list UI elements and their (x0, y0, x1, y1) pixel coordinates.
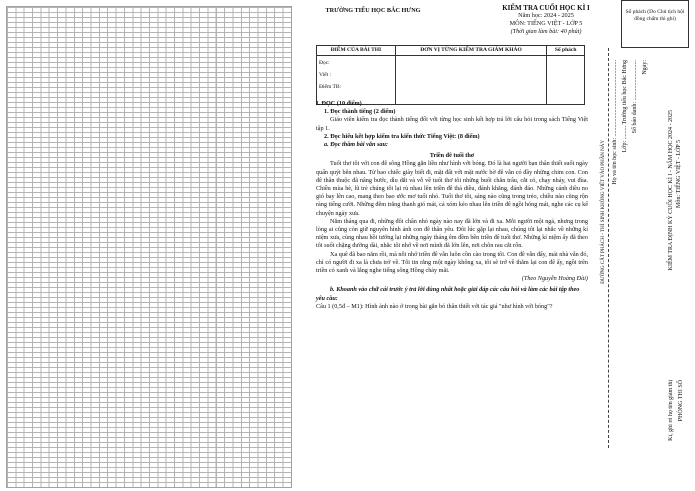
score-write-label: Viết : (319, 72, 332, 78)
exam-heading (471, 4, 621, 36)
ruled-answer-grid (6, 6, 292, 488)
school-year: Năm học: 2024 - 2025 (518, 12, 574, 19)
cut-line (608, 48, 609, 448)
class-line: Lớp: ......... Trường tiểu học Bắc Hưng (622, 60, 628, 153)
examiner-cell (395, 56, 546, 105)
exam-title: KIỂM TRA CUỐI HỌC KÌ I (502, 4, 590, 12)
student-name-line: Họ và tên học sinh: ................................................... (612, 60, 618, 185)
phach-box: Số phách (Do Chủ tịch hội đồng chấm thi ghi) (621, 0, 689, 48)
candidate-number-line: Số báo danh: ........................... (632, 60, 638, 134)
exam-side-title: KIỂM TRA ĐỊNH KỲ CUỐI HỌC KÌ I - NĂM HỌC 2024 - 2025 (668, 110, 674, 271)
score-cell (317, 56, 396, 105)
score-avg-label: Điểm TB: (319, 84, 342, 90)
exam-room: PHÒNG THI SỐ (678, 380, 684, 422)
story-paragraph-1: Tuổi thơ tôi với con đê sông Hồng gắn liền như hình với bóng. Đó là hai người bạn thân thiết suốt ngày quấn quýt bên nhau. Từ bao chiếc giày biết đi, mặt đất với mặt nước bờ đê vẫn có đầy những chim con. Con đê thân thuộc đã nâng bước, dìu dắt và vỗ về tuổi thơ tôi những buổi chăn trâu, cắt cỏ, chạy nhảy, vui đùa. Chiều mùa hè, lũ trẻ chúng tôi lại rủ nhau lên triền đê thả diều, đánh khăng, đánh đáo. Những cánh diều no gió bay lên cao, mang theo bao ước mơ tuổi nhỏ. Tuổi thơ tôi, sáng nào cũng trong trẻo, chiều nào cũng rộn ràng tiếng cười. Những đêm trăng thanh gió mát, cả xóm kéo nhau lên triền đê ngồi hóng mát, nghe các cụ kể chuyện ngày xưa. (316, 160, 588, 217)
part-heading: I. ĐỌC (10 điểm) (316, 100, 362, 107)
school-name: TRƯỜNG TIỂU HỌC BẮC HƯNG (325, 7, 421, 14)
date-line: Ngày: (642, 60, 648, 75)
part-2a-heading: a. Đọc thầm bài văn sau: (324, 141, 388, 149)
exam-time: (Thời gian làm bài: 40 phút) (510, 28, 582, 35)
score-read-label: Đọc: (319, 60, 330, 66)
question-1: Câu 1 (0,5đ – M1): Hình ảnh nào ở trong bài gắn bó thân thiết với tác giả "như hình với bóng"? (316, 302, 553, 310)
score-col-header: ĐIỂM CỦA BÀI THI (317, 46, 396, 56)
cut-line-label: ĐƯỜNG CẮT PHÁCH - THÍ SINH KHÔNG VIẾT VÀO PHẦN NÀY (601, 140, 606, 284)
subject: MÔN: TIẾNG VIỆT - LỚP 5 (509, 20, 583, 27)
subject-side: Môn: TIẾNG VIỆT - LỚP 5 (676, 140, 682, 208)
score-table (316, 45, 585, 105)
examiner-col-header: ĐƠN VỊ TỪNG KIỂM TRA GIÁM KHẢO (395, 46, 546, 56)
question-instructions: b. Khoanh vào chữ cái trước ý trả lời đúng nhất hoặc giải đáp các câu hỏi và làm các bài tập theo yêu cầu: (316, 286, 580, 302)
phach-cell (547, 56, 585, 105)
story-paragraph-2: Năm tháng qua đi, những đôi chân nhỏ ngày nào nay đã lớn và đi xa. Mỗi người một ngả, nhưng trong lòng ai cũng còn giữ nguyên hình ảnh con đê thân yêu. Đôi lúc gặp lại nhau, chúng tôi lại nhắc về những kỉ niệm xưa, cùng nhau hồi tưởng lại những ngày tháng êm đềm bên triền đê tuổi thơ. Những kỉ niệm ấy đã theo tôi suốt chặng đường dài, nhắc tôi nhớ về nơi mình đã lớn lên, nơi chôn rau cắt rốn. (316, 217, 588, 250)
proctor-signature: Kí, ghi rõ họ tên giám thị (668, 380, 674, 441)
part-2-heading: 2. Đọc hiểu kết hợp kiểm tra kiến thức Tiếng Việt: (8 điểm) (324, 132, 480, 140)
exam-sheet (296, 0, 695, 491)
story-author: (Theo Nguyễn Hoàng Đài) (521, 275, 588, 283)
part-1-text: Giáo viên kiểm tra đọc thành tiếng đối với từng học sinh kết hợp trả lời câu hỏi trong sách Tiếng Việt tập 1. (316, 116, 588, 132)
part-1-heading: 1. Đọc thành tiếng (2 điểm) (324, 108, 396, 116)
phach-col-header: Số phách (547, 46, 585, 56)
story-title: Triền đê tuổi thơ (429, 152, 475, 160)
reading-content (316, 100, 588, 311)
story-paragraph-3: Xa quê đã bao năm rồi, mà nỗi nhớ triền đê vẫn luôn cồn cào trong tôi. Con đê vẫn đấy, mái nhà vẫn đó, chỉ có người đi xa là chưa trở về. Tôi tin rằng một ngày không xa, tôi sẽ trở về thăm lại con đê ấy, ngồi trên triền cỏ xanh và lắng nghe tiếng sông Hồng chảy mãi. (316, 250, 588, 275)
